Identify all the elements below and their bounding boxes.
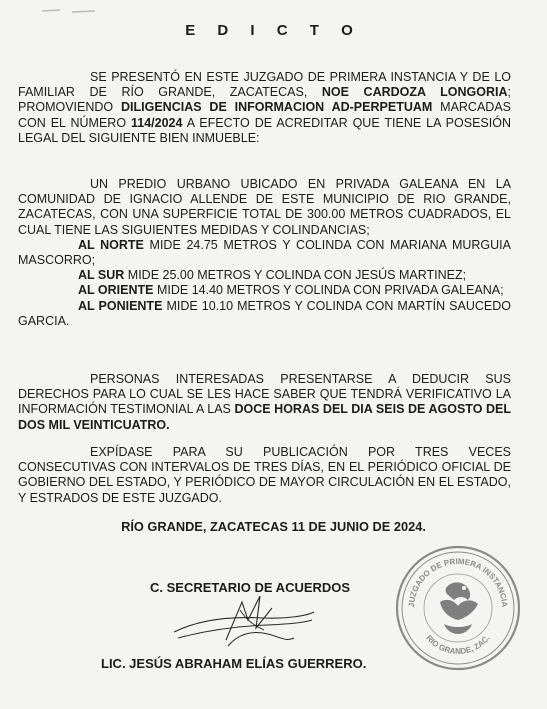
promoter-name: NOE CARDOZA LONGORIA [321,85,508,100]
boundary-label: AL SUR [78,268,125,283]
p1-text-a: SE PRESENTÓ EN ESTE JUZGADO DE PRIMERA INSTANCIA Y DE LO FAMILIAR DE RÍO GRANDE, ZACATECAS, [18,70,511,100]
place-date: RÍO GRANDE, ZACATECAS 11 DE JUNIO DE 2024. [121,519,426,534]
boundary-west [18,299,511,329]
court-seal-icon [394,544,522,672]
paragraph-hearing [18,372,511,433]
boundary-east [18,283,511,298]
boundary-text: MIDE 14.40 METROS Y COLINDA CON PRIVADA GALEANA; [156,283,504,298]
boundary-label: AL NORTE [78,237,144,252]
paragraph-property [18,177,511,329]
paragraph-publication: EXPÍDASE PARA SU PUBLICACIÓN POR TRES VECES CONSECUTIVAS CON INTERVALOS DE TRES DÍAS, EN EL PERIÓDICO OFICIAL DE GOBIERNO DEL ESTADO, Y PERIÓDICO DE MAYOR CIRCULACIÓN EN EL ESTADO, Y ESTRADOS DE ESTE JUZGADO. [18,445,511,505]
scan-smudge [40,8,100,14]
boundary-label: AL PONIENTE [78,298,163,313]
paragraph-presentation [18,70,511,146]
case-number: 114/2024 [131,115,183,130]
boundary-text: MIDE 10.10 METROS Y COLINDA CON MARTÍN SAUCEDO GARCIA. [18,298,511,328]
boundary-south [18,268,511,283]
boundary-north [18,238,511,268]
boundary-text: MIDE 24.75 METROS Y COLINDA CON MARIANA MURGUIA MASCORRO; [18,237,511,268]
p3-text-a: PERSONAS INTERESADAS PRESENTARSE A DEDUCIR SUS DERECHOS PARA LO CUAL SE LES HACE SABER QUE TENDRÁ VERIFICATIVO LA INFORMACIÓN TESTIMONIAL A LAS [18,372,511,417]
svg-text:RIO GRANDE, ZAC. [424,633,491,656]
seal-bottom-text: RIO GRANDE, ZAC. [424,633,492,656]
p1-text-d: A EFECTO DE ACREDITAR QUE TIENE LA POSESIÓN LEGAL DEL SIGUIENTE BIEN INMUEBLE: [18,115,511,145]
procedure-type: DILIGENCIAS DE INFORMACION AD-PERPETUAM [121,100,433,115]
boundary-label: AL ORIENTE [78,283,154,298]
eagle-emblem-icon [440,582,478,634]
p1-text-c: MARCADAS CON EL NÚMERO [18,100,511,130]
document-title: E D I C T O [185,22,362,39]
boundary-text: MIDE 25.00 METROS Y COLINDA CON JESÚS MARTINEZ; [127,268,467,283]
signer-name: LIC. JESÚS ABRAHAM ELÍAS GUERRERO. [101,656,367,671]
property-description: UN PREDIO URBANO UBICADO EN PRIVADA GALEANA EN LA COMUNIDAD DE IGNACIO ALLENDE DE ESTE MUNICIPIO DE RIO GRANDE, ZACATECAS, CON UNA SUPERFICIE TOTAL DE 300.00 METROS CUADRADOS, EL CUAL TIENE LAS SIGUIENTES MEDIDAS Y COLINDANCIAS; [18,177,511,237]
hearing-date: DOCE HORAS DEL DIA SEIS DE AGOSTO DEL DOS MIL VEINTICUATRO. [18,402,512,432]
signature-icon [168,590,318,654]
seal-top-text: JUZGADO DE PRIMERA INSTANCIA [406,556,510,608]
p1-text-b: ; PROMOVIENDO [18,85,511,115]
signer-role: C. SECRETARIO DE ACUERDOS [150,580,351,595]
